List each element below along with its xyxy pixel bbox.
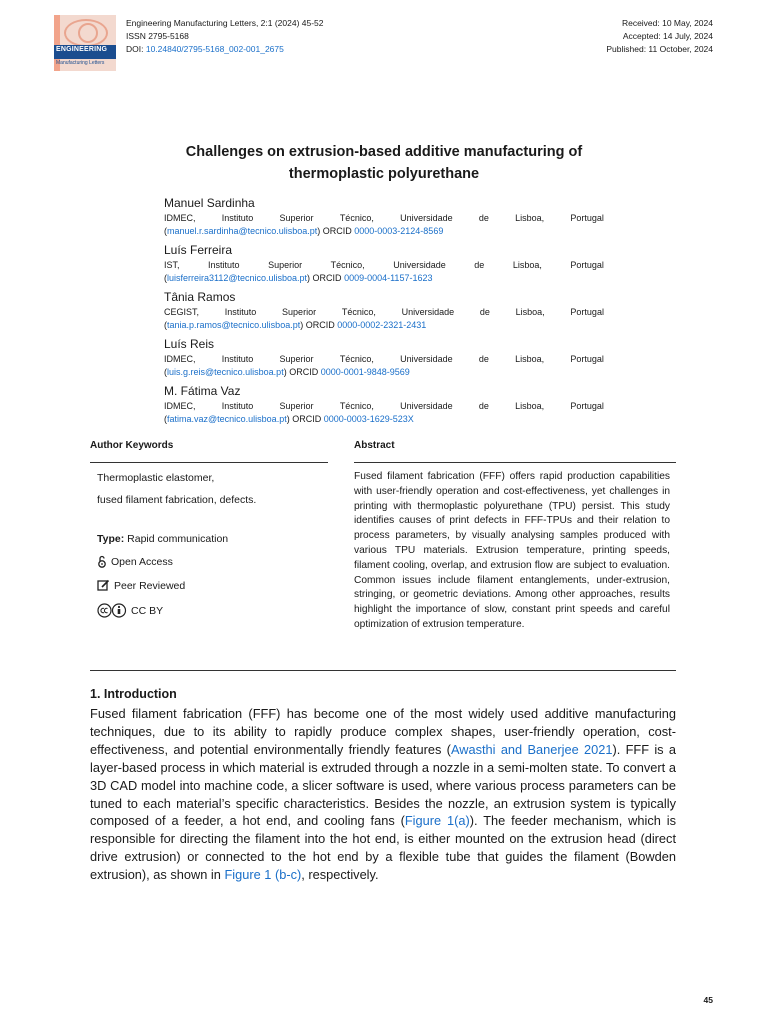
affiliation-word: CEGIST,	[164, 307, 200, 317]
abstract-heading: Abstract	[354, 440, 395, 451]
affiliation-word: Lisboa,	[515, 401, 545, 411]
affiliation-word: Técnico,	[339, 354, 374, 364]
orcid-link[interactable]: 0000-0002-2321-2431	[337, 320, 427, 330]
affiliation-word: Superior	[279, 213, 314, 223]
intro-text-1: Fused filament fabrication (FFF) has become one of the most widely used additive manufacturing techniques, due to its ability to rapidly produce complex shapes, user-friendly operation, cost-effectiveness, and potential environmentally friendly features (	[90, 706, 676, 757]
orcid-label: ORCID	[305, 320, 335, 330]
edit-document-icon	[97, 579, 110, 592]
affiliation-word: Superior	[279, 354, 314, 364]
paren-open: (	[164, 273, 167, 283]
paper-title	[120, 141, 648, 185]
author-contact	[164, 366, 604, 379]
affiliation-word: Técnico,	[330, 260, 365, 270]
paren-open: (	[164, 414, 167, 424]
open-access-icon	[97, 555, 107, 568]
affiliation-word: Superior	[279, 401, 314, 411]
keywords-line-2: fused filament fabrication, defects.	[97, 494, 257, 506]
orcid-link[interactable]: 0000-0003-2124-8569	[354, 226, 444, 236]
affiliation-word: Superior	[268, 260, 303, 270]
affiliation-word: Técnico,	[339, 401, 374, 411]
author-list	[164, 195, 604, 430]
affiliation-word: Lisboa,	[515, 213, 545, 223]
affiliation-word: Técnico,	[339, 213, 374, 223]
affiliation-word: IDMEC,	[164, 401, 196, 411]
author-affiliation	[164, 212, 604, 225]
introduction-paragraph	[90, 705, 676, 884]
affiliation-word: de	[478, 354, 489, 364]
keywords-heading: Author Keywords	[90, 440, 174, 451]
author-affiliation	[164, 353, 604, 366]
author-name: M. Fátima Vaz	[164, 384, 241, 398]
author-contact	[164, 225, 604, 238]
abstract-rule	[354, 462, 676, 463]
orcid-label: ORCID	[322, 226, 352, 236]
paren-open: (	[164, 320, 167, 330]
author-email-link[interactable]: luis.g.reis@tecnico.ulisboa.pt	[167, 367, 284, 377]
affiliation-word: IST,	[164, 260, 180, 270]
affiliation-word: de	[479, 307, 490, 317]
affiliation-word: Instituto	[224, 307, 257, 317]
title-line-2: thermoplastic polyurethane	[288, 166, 480, 182]
introduction-heading: 1. Introduction	[90, 687, 177, 701]
intro-text-3: ). The feeder mechanism, which is responsible for directing the filament into the hot end, is either mounted on the extrusion head (direct drive extrusion) or connected to the hot end by a flexible tube that guides the filament (Bowden extrusion), as shown in	[90, 813, 676, 883]
affiliation-word: Lisboa,	[512, 260, 542, 270]
figure-link-1a[interactable]: Figure 1(a)	[404, 813, 470, 829]
paren-close: )	[317, 226, 323, 236]
affiliation-word: Lisboa,	[515, 354, 545, 364]
author-affiliation	[164, 259, 604, 272]
orcid-label: ORCID	[292, 414, 322, 424]
author-affiliation	[164, 306, 604, 319]
affiliation-word: Portugal	[570, 354, 604, 364]
affiliation-word: Técnico,	[341, 307, 376, 317]
doi-link[interactable]: 10.24840/2795-5168_002-001_2675	[145, 44, 284, 54]
orcid-link[interactable]: 0000-0003-1629-523X	[323, 414, 414, 424]
author-contact	[164, 272, 604, 285]
open-access-label: Open Access	[111, 555, 173, 568]
peer-reviewed-label: Peer Reviewed	[114, 579, 186, 592]
affiliation-word: Universidade	[400, 354, 453, 364]
affiliation-word: Portugal	[570, 307, 604, 317]
type-label: Type:	[97, 533, 125, 545]
author-affiliation	[164, 400, 604, 413]
intro-text-4: , respectively.	[301, 867, 379, 883]
logo-ring-inner	[78, 23, 98, 43]
author-block	[164, 336, 604, 379]
author-name: Manuel Sardinha	[164, 196, 255, 210]
accepted-date: Accepted: 14 July, 2024	[622, 31, 713, 41]
author-email-link[interactable]: manuel.r.sardinha@tecnico.ulisboa.pt	[167, 226, 318, 236]
affiliation-word: Superior	[282, 307, 317, 317]
affiliation-word: Instituto	[208, 260, 240, 270]
keywords-rule	[90, 462, 328, 463]
orcid-label: ORCID	[289, 367, 319, 377]
affiliation-word: Universidade	[401, 307, 455, 317]
journal-info	[126, 17, 324, 56]
page-number: 45	[703, 995, 713, 1005]
paren-open: (	[164, 226, 167, 236]
paren-close: )	[286, 414, 293, 424]
keywords-line-1: Thermoplastic elastomer,	[97, 472, 215, 484]
author-email-link[interactable]: fatima.vaz@tecnico.ulisboa.pt	[167, 414, 287, 424]
logo-text: ENGINEERING	[56, 46, 108, 53]
title-line-1: Challenges on extrusion-based additive manufacturing of	[185, 144, 583, 160]
affiliation-word: Portugal	[570, 401, 604, 411]
affiliation-word: IDMEC,	[164, 354, 196, 364]
issn: ISSN 2795-5168	[126, 31, 189, 41]
cc-by-icon	[97, 603, 127, 618]
affiliation-word: de	[478, 401, 489, 411]
affiliation-word: Instituto	[221, 401, 254, 411]
author-contact	[164, 413, 604, 426]
author-name: Luís Reis	[164, 337, 215, 351]
section-rule	[90, 670, 676, 671]
received-date: Received: 10 May, 2024	[621, 18, 713, 28]
author-block	[164, 289, 604, 332]
author-block	[164, 195, 604, 238]
affiliation-word: de	[474, 260, 485, 270]
open-access-badge	[97, 555, 173, 568]
figure-link-1bc[interactable]: Figure 1 (b-c)	[224, 867, 302, 883]
doi-label: DOI:	[126, 44, 146, 54]
type-value: Rapid communication	[127, 533, 229, 545]
author-email-link[interactable]: luisferreira3112@tecnico.ulisboa.pt	[167, 273, 308, 283]
doi-line	[126, 43, 324, 56]
published-date: Published: 11 October, 2024	[606, 44, 713, 54]
affiliation-word: Instituto	[221, 213, 254, 223]
affiliation-word: Portugal	[570, 213, 604, 223]
paren-close: )	[283, 367, 290, 377]
author-block	[164, 383, 604, 426]
license-badge	[97, 603, 163, 618]
peer-reviewed-badge	[97, 579, 185, 592]
author-email-link[interactable]: tania.p.ramos@tecnico.ulisboa.pt	[167, 320, 301, 330]
affiliation-word: Universidade	[400, 401, 453, 411]
affiliation-word: de	[478, 213, 489, 223]
dates-info	[606, 17, 713, 56]
paren-close: )	[307, 273, 313, 283]
affiliation-word: Portugal	[570, 260, 604, 270]
paren-close: )	[300, 320, 306, 330]
abstract-text: Fused filament fabrication (FFF) offers rapid production capabilities with user-friendly operation and cost-effectiveness, yet challenges in printing with thermoplastic polyurethane (TPU) persist. This study identifies causes of print defects in FFF-TPUs and their relation to process parameters, by visually analysing samples produced with various TPU materials. Extrusion temperature, printing speeds, filament cooling, overlap, and extrusion flow are subject to evaluation. Common issues include filament entanglements, under-extrusion, stringing, or geometric deviations. Among other approaches, results highlight the importance of slow, constant print speeds and careful optimization of extrusion temperature.	[354, 471, 670, 630]
author-name: Luís Ferreira	[164, 243, 233, 257]
article-type	[97, 532, 327, 546]
affiliation-word: Lisboa,	[515, 307, 545, 317]
affiliation-word: Universidade	[400, 213, 453, 223]
orcid-link[interactable]: 0009-0004-1157-1623	[344, 273, 433, 283]
intro-text-2: ). FFF is a layer-based process in which material is extruded through a nozzle in a semi-molten state. To convert a 3D CAD model into machine code, a slicer software is used, where various process parameters can be tuned to each material’s specific characteristics. Besides the nozzle, an extrusion system is typically composed of a feeder, a hot end, and cooling fans (	[90, 741, 676, 829]
journal-citation: Engineering Manufacturing Letters, 2:1 (2024) 45-52	[126, 18, 324, 28]
author-block	[164, 242, 604, 285]
affiliation-word: Universidade	[393, 260, 446, 270]
logo-subtext: Manufacturing Letters	[56, 60, 105, 66]
paren-open: (	[164, 367, 167, 377]
author-contact	[164, 319, 604, 332]
orcid-link[interactable]: 0000-0001-9848-9569	[320, 367, 410, 377]
affiliation-word: IDMEC,	[164, 213, 196, 223]
author-name: Tânia Ramos	[164, 290, 236, 304]
license-label: CC BY	[131, 604, 164, 617]
journal-logo	[54, 15, 116, 71]
orcid-label: ORCID	[312, 273, 342, 283]
affiliation-word: Instituto	[221, 354, 254, 364]
reference-link-awasthi[interactable]: Awasthi and Banerjee 2021	[450, 741, 613, 757]
